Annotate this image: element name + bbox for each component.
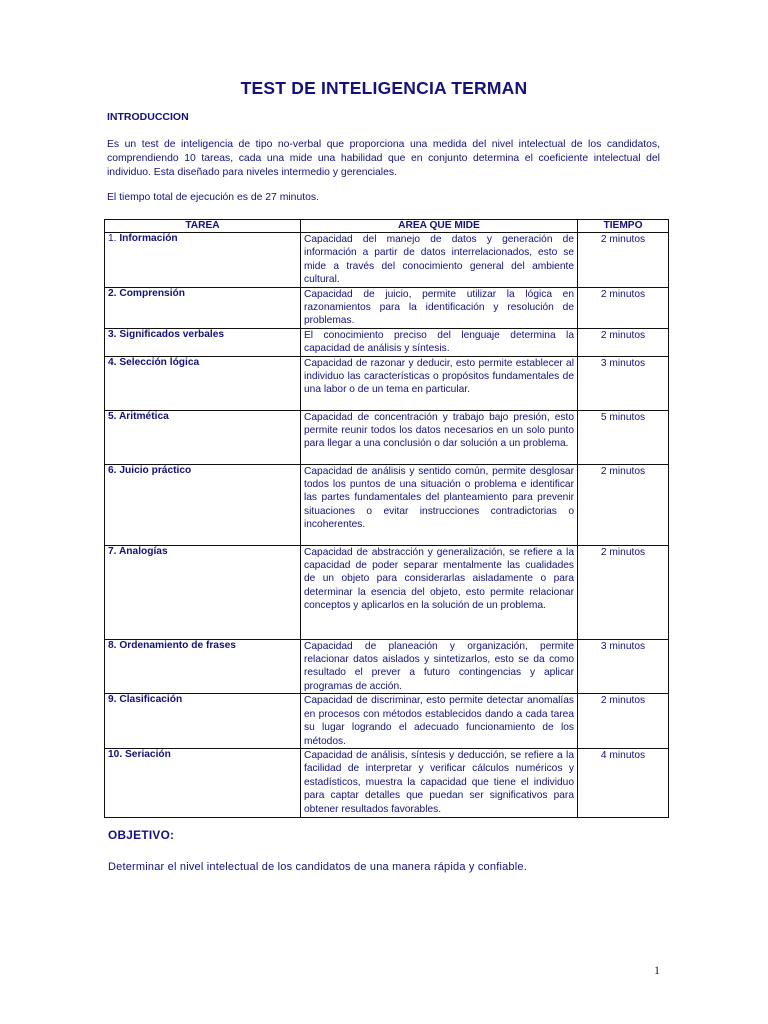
task-name-cell — [105, 545, 301, 639]
task-number: 10. — [108, 748, 123, 760]
objective-text: Determinar el nivel intelectual de los candidatos de una manera rápida y confiable. — [108, 861, 527, 873]
task-number: 5. — [108, 410, 117, 422]
task-name-cell — [105, 410, 301, 464]
task-area-cell: Capacidad de discriminar, esto permite detectar anomalías en procesos con métodos establecidos dando a cada tarea su lugar logrando el adecuado funcionamiento de los métodos. — [301, 694, 578, 749]
objective-heading: OBJETIVO: — [108, 828, 175, 842]
document-title: TEST DE INTELIGENCIA TERMAN — [240, 78, 528, 98]
task-number: 8. — [108, 639, 117, 651]
task-time-cell: 5 minutos — [578, 410, 669, 464]
total-time-text: El tiempo total de ejecución es de 27 minutos. — [107, 192, 319, 203]
task-time-cell: 2 minutos — [578, 545, 669, 639]
task-number: 6. — [108, 464, 117, 476]
task-area-cell: Capacidad de análisis, síntesis y deducción, se refiere a la facilidad de interpretar y verificar cálculos numéricos y estadísticos, muestra la capacidad que tiene el individuo para captar detalles que puedan ser significativos para obtener resultados favorables. — [301, 748, 578, 817]
task-name: Analogías — [118, 545, 168, 557]
task-area-cell: El conocimiento preciso del lenguaje determina la capacidad de análisis y síntesis. — [301, 328, 578, 356]
task-time-cell: 2 minutos — [578, 464, 669, 545]
task-name-cell — [105, 356, 301, 410]
task-time-cell: 2 minutos — [578, 694, 669, 749]
task-area-cell: Capacidad de abstracción y generalización, se refiere a la capacidad de poder separar mentalmente las cualidades de un objeto para considerarlas aisladamente o para determinar la esencia del objeto, esto permite relacionar conceptos y aplicarlos en la solución de un problema. — [301, 545, 578, 639]
task-name: Comprensión — [119, 287, 186, 299]
task-name: Selección lógica — [119, 356, 200, 368]
task-time-cell: 4 minutos — [578, 748, 669, 817]
tasks-table — [104, 219, 669, 818]
table-row — [105, 356, 669, 410]
table-row — [105, 464, 669, 545]
header-area: AREA QUE MIDE — [301, 220, 578, 233]
task-name-cell — [105, 287, 301, 328]
table-row — [105, 410, 669, 464]
task-number: 9. — [108, 694, 117, 706]
table-header-row — [105, 220, 669, 233]
intro-paragraph: Es un test de inteligencia de tipo no-verbal que proporciona una medida del nivel intelectual de los candidatos, comprendiendo 10 tareas, cada una mide una habilidad que en conjunto determina el coeficiente intelectual del individuo. Esta diseñado para niveles intermedio y gerenciales. — [107, 139, 660, 178]
task-area-cell: Capacidad de razonar y deducir, esto permite establecer al individuo las características o propósitos fundamentales de una labor o de un tema en particular. — [301, 356, 578, 410]
task-name: Significados verbales — [119, 328, 225, 340]
task-name: Clasificación — [119, 694, 183, 706]
task-name: Aritmética — [118, 410, 169, 422]
task-name-cell — [105, 639, 301, 694]
task-number: 2. — [108, 287, 117, 299]
header-tiempo: TIEMPO — [578, 220, 669, 233]
task-area-cell: Capacidad de juicio, permite utilizar la lógica en razonamientos para la identificación y resolución de problemas. — [301, 287, 578, 328]
table-row — [105, 694, 669, 749]
task-number: 1. — [108, 233, 117, 244]
task-time-cell: 3 minutos — [578, 639, 669, 694]
task-name-cell — [105, 328, 301, 356]
task-name: Ordenamiento de frases — [119, 639, 236, 651]
table-row — [105, 328, 669, 356]
task-number: 3. — [108, 328, 117, 340]
task-name: Información — [119, 233, 178, 244]
task-name-cell — [105, 748, 301, 817]
task-area-cell: Capacidad de planeación y organización, permite relacionar datos aislados y sintetizarlos, esto se da como resultado el prever a futuro contingencias y aplicar programas de acción. — [301, 639, 578, 694]
task-name: Seriación — [125, 748, 171, 760]
table-row — [105, 748, 669, 817]
header-tarea: TAREA — [105, 220, 301, 233]
page-number: 1 — [654, 963, 660, 977]
task-time-cell: 2 minutos — [578, 287, 669, 328]
task-area-cell: Capacidad del manejo de datos y generación de información a partir de datos interrelacionados, esto se mide a través del conocimiento general del ambiente cultural. — [301, 233, 578, 288]
task-area-cell: Capacidad de análisis y sentido común, permite desglosar todos los puntos de una situación o problema e identificar las partes fundamentales del planteamiento para prevenir situaciones o evitar instrucciones contradictorias o incoherentes. — [301, 464, 578, 545]
table-row — [105, 287, 669, 328]
task-area-cell: Capacidad de concentración y trabajo bajo presión, esto permite reunir todos los datos necesarios en un solo punto para llegar a una conclusión o dar solución a un problema. — [301, 410, 578, 464]
table-row — [105, 233, 669, 288]
task-time-cell: 2 minutos — [578, 233, 669, 288]
task-name-cell — [105, 233, 301, 288]
table-row — [105, 545, 669, 639]
task-name-cell — [105, 464, 301, 545]
table-row — [105, 639, 669, 694]
task-number: 7. — [108, 545, 117, 557]
task-time-cell: 2 minutos — [578, 328, 669, 356]
task-time-cell: 3 minutos — [578, 356, 669, 410]
task-number: 4. — [108, 356, 117, 368]
intro-heading: INTRODUCCION — [107, 111, 189, 123]
task-name: Juicio práctico — [119, 464, 192, 476]
task-name-cell — [105, 694, 301, 749]
